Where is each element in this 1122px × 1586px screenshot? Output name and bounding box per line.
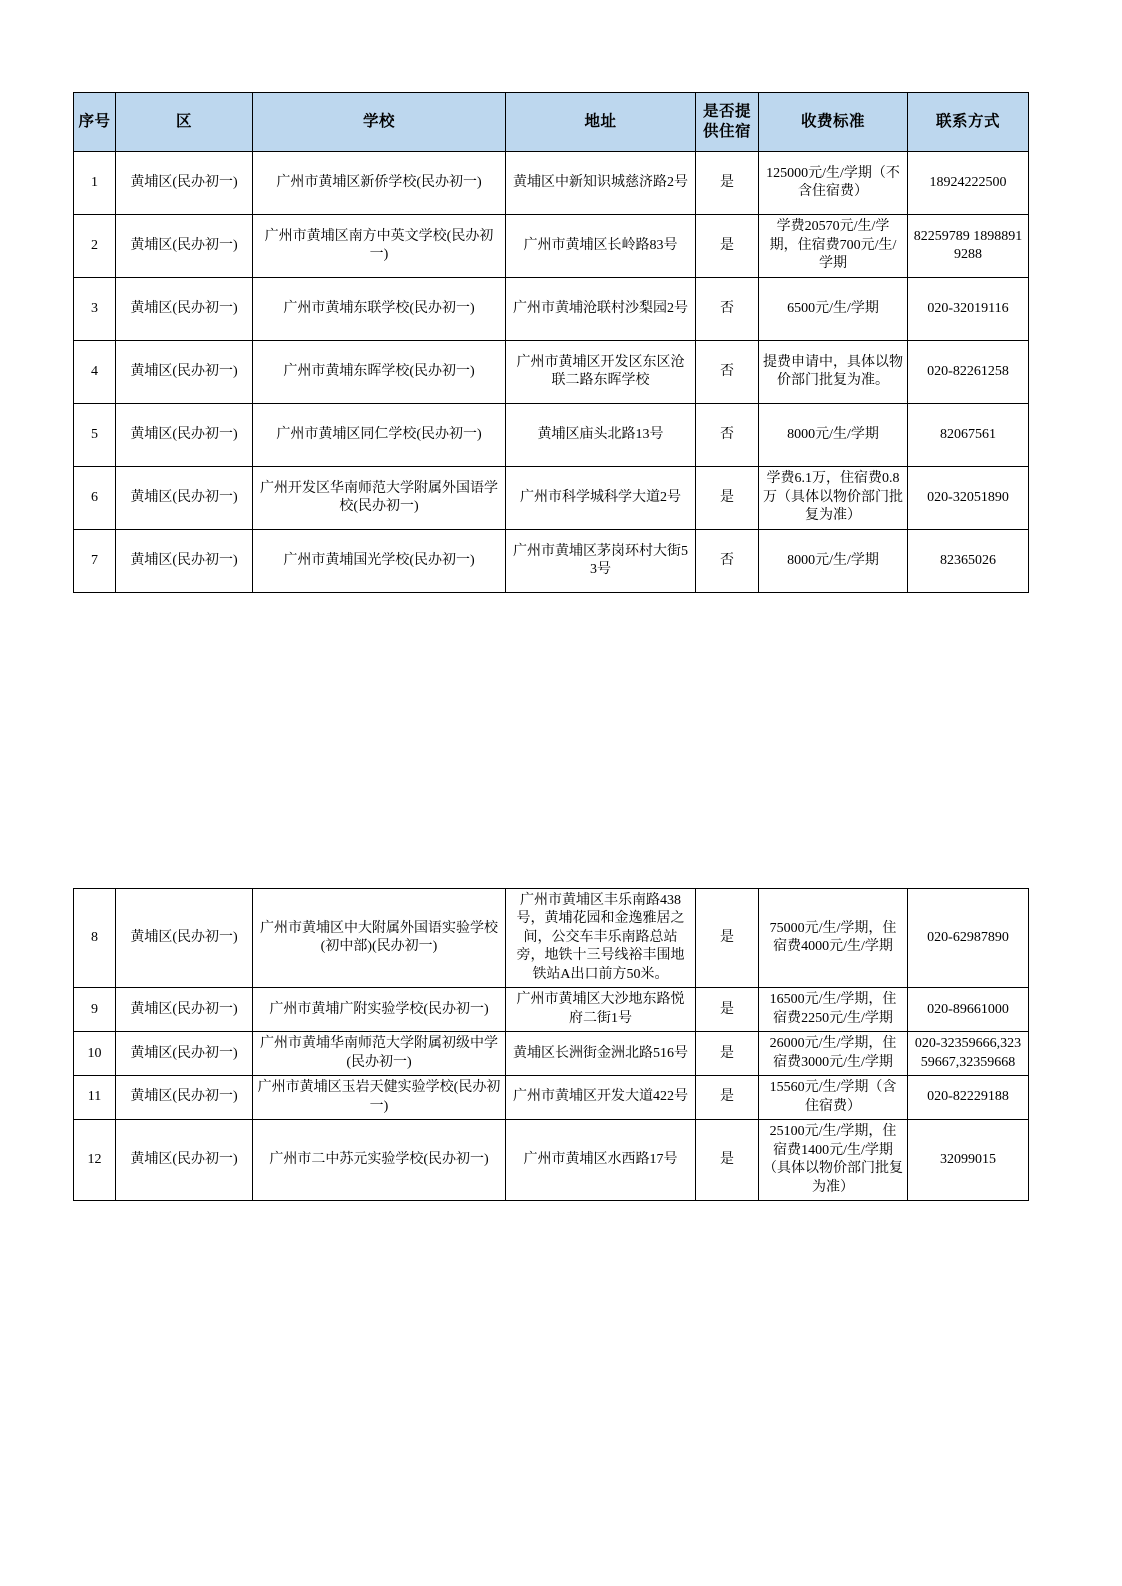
table-row: [74, 341, 1029, 404]
cell-boarding: 是: [696, 1120, 759, 1201]
cell-index: 11: [74, 1076, 116, 1120]
cell-contact: 020-89661000: [908, 988, 1029, 1032]
table-row: [74, 530, 1029, 593]
cell-boarding: 是: [696, 152, 759, 215]
cell-school: 广州市黄埔区中大附属外国语实验学校(初中部)(民办初一): [253, 889, 506, 988]
school-fee-table-part1: [73, 92, 1029, 593]
cell-district: 黄埔区(民办初一): [116, 215, 253, 278]
table-row: [74, 988, 1029, 1032]
cell-boarding: 是: [696, 889, 759, 988]
cell-school: 广州市黄埔东联学校(民办初一): [253, 278, 506, 341]
cell-fee: 8000元/生/学期: [759, 530, 908, 593]
cell-contact: 020-32359666,32359667,32359668: [908, 1032, 1029, 1076]
cell-index: 8: [74, 889, 116, 988]
header-row: [74, 93, 1029, 152]
cell-contact: 020-32019116: [908, 278, 1029, 341]
cell-contact: 020-82261258: [908, 341, 1029, 404]
cell-district: 黄埔区(民办初一): [116, 1076, 253, 1120]
cell-index: 9: [74, 988, 116, 1032]
column-header-contact: 联系方式: [908, 93, 1029, 152]
cell-school: 广州市黄埔区南方中英文学校(民办初一): [253, 215, 506, 278]
cell-address: 广州市黄埔区茅岗环村大街53号: [506, 530, 696, 593]
cell-school: 广州市黄埔东晖学校(民办初一): [253, 341, 506, 404]
cell-boarding: 否: [696, 278, 759, 341]
cell-boarding: 是: [696, 1076, 759, 1120]
cell-fee: 26000元/生/学期，住宿费3000元/生/学期: [759, 1032, 908, 1076]
table-row: [74, 1032, 1029, 1076]
cell-address: 广州市黄埔区长岭路83号: [506, 215, 696, 278]
cell-school: 广州市二中苏元实验学校(民办初一): [253, 1120, 506, 1201]
cell-contact: 32099015: [908, 1120, 1029, 1201]
cell-contact: 020-82229188: [908, 1076, 1029, 1120]
table-row: [74, 278, 1029, 341]
cell-contact: 18924222500: [908, 152, 1029, 215]
cell-district: 黄埔区(民办初一): [116, 530, 253, 593]
cell-index: 6: [74, 467, 116, 530]
column-header-school: 学校: [253, 93, 506, 152]
cell-fee: 8000元/生/学期: [759, 404, 908, 467]
cell-address: 广州市黄埔区开发区东区沧联二路东晖学校: [506, 341, 696, 404]
cell-index: 3: [74, 278, 116, 341]
cell-address: 广州市黄埔区水西路17号: [506, 1120, 696, 1201]
table-row: [74, 1076, 1029, 1120]
cell-school: 广州市黄埔区同仁学校(民办初一): [253, 404, 506, 467]
table-row: [74, 215, 1029, 278]
table-row: [74, 404, 1029, 467]
cell-index: 7: [74, 530, 116, 593]
table-body-part1: [74, 152, 1029, 593]
cell-address: 黄埔区庙头北路13号: [506, 404, 696, 467]
cell-district: 黄埔区(民办初一): [116, 152, 253, 215]
cell-school: 广州市黄埔区新侨学校(民办初一): [253, 152, 506, 215]
table-header: [74, 93, 1029, 152]
table-row: [74, 889, 1029, 988]
table-row: [74, 1120, 1029, 1201]
cell-fee: 16500元/生/学期，住宿费2250元/生/学期: [759, 988, 908, 1032]
cell-contact: 82259789 18988919288: [908, 215, 1029, 278]
table-body-part2: [74, 889, 1029, 1201]
cell-fee: 学费20570元/生/学期，住宿费700元/生/学期: [759, 215, 908, 278]
cell-index: 12: [74, 1120, 116, 1201]
column-header-address: 地址: [506, 93, 696, 152]
cell-address: 黄埔区长洲街金洲北路516号: [506, 1032, 696, 1076]
cell-district: 黄埔区(民办初一): [116, 1120, 253, 1201]
cell-index: 10: [74, 1032, 116, 1076]
table-row: [74, 467, 1029, 530]
cell-district: 黄埔区(民办初一): [116, 341, 253, 404]
cell-fee: 学费6.1万，住宿费0.8万（具体以物价部门批复为准）: [759, 467, 908, 530]
cell-fee: 15560元/生/学期（含住宿费）: [759, 1076, 908, 1120]
cell-boarding: 是: [696, 215, 759, 278]
cell-school: 广州市黄埔广附实验学校(民办初一): [253, 988, 506, 1032]
cell-district: 黄埔区(民办初一): [116, 988, 253, 1032]
cell-boarding: 否: [696, 530, 759, 593]
cell-district: 黄埔区(民办初一): [116, 889, 253, 988]
cell-school: 广州市黄埔国光学校(民办初一): [253, 530, 506, 593]
cell-school: 广州开发区华南师范大学附属外国语学校(民办初一): [253, 467, 506, 530]
cell-school: 广州市黄埔华南师范大学附属初级中学(民办初一): [253, 1032, 506, 1076]
cell-fee: 提费申请中，具体以物价部门批复为准。: [759, 341, 908, 404]
cell-address: 广州市黄埔区丰乐南路438号，黄埔花园和金逸雅居之间，公交车丰乐南路总站旁，地铁十三号线裕丰围地铁站A出口前方50米。: [506, 889, 696, 988]
cell-fee: 6500元/生/学期: [759, 278, 908, 341]
cell-index: 2: [74, 215, 116, 278]
cell-district: 黄埔区(民办初一): [116, 278, 253, 341]
cell-boarding: 否: [696, 341, 759, 404]
cell-district: 黄埔区(民办初一): [116, 404, 253, 467]
boarding-header-line2: 供住宿: [702, 123, 751, 140]
cell-fee: 25100元/生/学期，住宿费1400元/生/学期（具体以物价部门批复为准）: [759, 1120, 908, 1201]
column-header-boarding: [696, 93, 759, 152]
cell-contact: 82365026: [908, 530, 1029, 593]
cell-school: 广州市黄埔区玉岩天健实验学校(民办初一): [253, 1076, 506, 1120]
cell-district: 黄埔区(民办初一): [116, 467, 253, 530]
cell-boarding: 是: [696, 988, 759, 1032]
boarding-header-line1: 是否提: [702, 102, 751, 120]
cell-fee: 125000元/生/学期（不含住宿费）: [759, 152, 908, 215]
cell-district: 黄埔区(民办初一): [116, 1032, 253, 1076]
cell-boarding: 否: [696, 404, 759, 467]
cell-index: 4: [74, 341, 116, 404]
column-header-index: 序号: [74, 93, 116, 152]
cell-contact: 020-62987890: [908, 889, 1029, 988]
cell-address: 广州市科学城科学大道2号: [506, 467, 696, 530]
cell-contact: 82067561: [908, 404, 1029, 467]
cell-address: 广州市黄埔沧联村沙梨园2号: [506, 278, 696, 341]
cell-contact: 020-32051890: [908, 467, 1029, 530]
cell-index: 5: [74, 404, 116, 467]
column-header-district: 区: [116, 93, 253, 152]
cell-address: 广州市黄埔区开发大道422号: [506, 1076, 696, 1120]
table-row: [74, 152, 1029, 215]
cell-fee: 75000元/生/学期，住宿费4000元/生/学期: [759, 889, 908, 988]
cell-address: 黄埔区中新知识城慈济路2号: [506, 152, 696, 215]
school-fee-table-part2: [73, 888, 1029, 1201]
column-header-fee: 收费标准: [759, 93, 908, 152]
cell-boarding: 是: [696, 1032, 759, 1076]
cell-boarding: 是: [696, 467, 759, 530]
cell-address: 广州市黄埔区大沙地东路悦府二街1号: [506, 988, 696, 1032]
cell-index: 1: [74, 152, 116, 215]
